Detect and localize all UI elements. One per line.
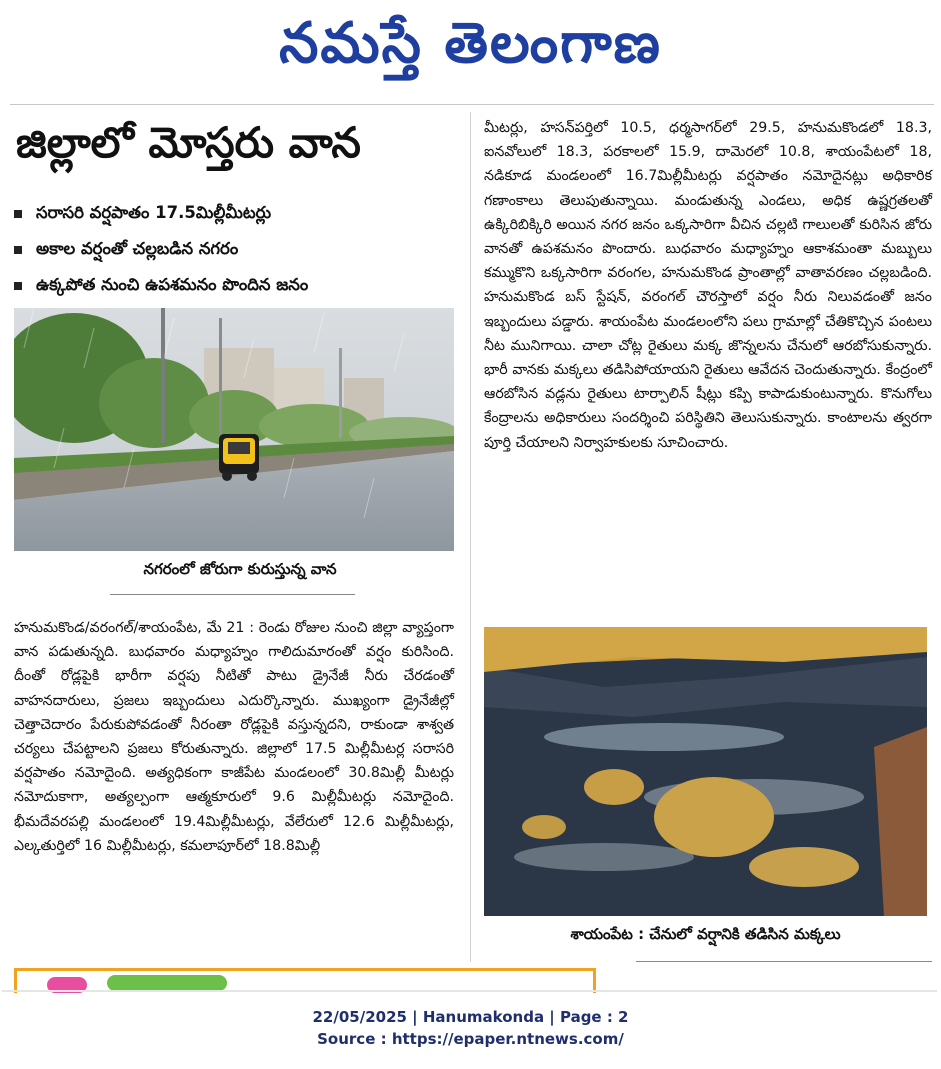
ad-graphic xyxy=(107,975,227,991)
source-link[interactable]: Source : https://epaper.ntnews.com/ xyxy=(317,1030,624,1048)
highlight-text: సరాసరి వర్షపాతం 17.5మిల్లీమీటర్లు xyxy=(36,202,272,222)
photo-caption: నగరంలో జోరుగా కురుస్తున్న వాన xyxy=(143,560,337,578)
page-footer xyxy=(0,1006,941,1050)
photo-caption: శాయంపేట : చేనులో వర్షానికి తడిసిన మక్కలు xyxy=(570,925,841,943)
newspaper-logo: నమస్తే తెలంగాణ xyxy=(279,10,662,76)
highlight-text: ఉక్కపోత నుంచి ఉపశమనం పొందిన జనం xyxy=(36,274,309,294)
article-paragraph: మీటర్లు, హసన్‌పర్తిలో 10.5, ధర్మసాగర్‌లో 29.5, హనుమకొండలో 18.3, ఐనవోలులో 18.3, పరకాలలో 15.9, దామెరలో 10.8, శాయంపేటలో 18, నడికూడ మండలంలో 16.7మిల్లీమీటర్లు వర్షపాతం నమోదైనట్లు అధికారిక గణాంకాలు తెలుపుతున్నాయి. మండుతున్న ఎండలు, అధిక ఉష్ణగ్రతలతో ఉక్కిరిబిక్కిరి అయిన నగర జనం ఒక్కసారిగా వీచిన చల్లటి గాలులతో కురిసిన జోరు వానతో ఉపశమనం పొందారు. బుధవారం మధ్యాహ్నం ఆకాశమంతా మబ్బులు కమ్ముకొని ఒక్కసారిగా వరంగల, హనుమకొండ ప్రాంతాల్లో వాతావరణం చల్లబడింది. హనుమకొండ బస్ స్టేషన్, వరంగల్ చౌరస్తాలో వర్షం నీరు నిలువడంతో జనం ఇబ్బందులు పడ్డారు. శాయంపేట మండలంలోని పలు గ్రామాల్లో చేతికొచ్చిన పంటలు నీట మునిగాయి. చాలా చోట్ల రైతులు మక్క జొన్నలను చేనులో ఆరబోసుకున్నారు. భారీ వానకు మక్కలు తడిసిపోయాయని రైతులు ఆవేదన చెందుతున్నారు. కేంద్రంలో ఆరబోసిన వడ్లను రైతులు టార్పాలిన్ షీట్లు కప్పి కాపాడుకుంటున్నారు. కొనుగోలు కేంద్రాలను అధికారులు సందర్శించి పరిస్థితిని తెలుసుకున్నారు. కాంటాలను త్వరగా పూర్తి చేయాలని నిర్వాహకులకు సూచించారు. xyxy=(484,120,932,451)
wet-maize-photo xyxy=(484,627,927,916)
bullet-icon xyxy=(14,210,22,218)
highlight-text: అకాల వర్షంతో చల్లబడిన నగరం xyxy=(36,238,239,258)
highlight-list xyxy=(14,196,459,304)
highlight-item xyxy=(14,232,459,268)
bullet-icon xyxy=(14,246,22,254)
article-body-left xyxy=(14,616,454,858)
highlight-item xyxy=(14,268,459,304)
article-paragraph: హనుమకొండ/వరంగల్/శాయంపేట, మే 21 : రెండు రోజుల నుంచి జిల్లా వ్యాప్తంగా వాన పడుతున్నది. బుధవారం మధ్యాహ్నం గాలిదుమారంతో వర్షం కురిసింది. దీంతో రోడ్లపైకి భారీగా వర్షపు నీటితో పాటు డ్రైనేజీ నీరు చేరడంతో వాహనదారులు, ప్రజలు ఇబ్బందులు ఎదుర్కొన్నారు. ముఖ్యంగా డ్రైనేజీల్లో చెత్తాచెదారం పేరుకుపోవడంతో నీరంతా రోడ్లపైకి వస్తున్నదని, రాకుండా శాశ్వత చర్యలు చేపట్టాలని ప్రజలు కోరుతున్నారు. జిల్లాలో 17.5 మిల్లీమీటర్ల సరాసరి వర్షపాతం నమోదైంది. అత్యధికంగా కాజీపేట మండలంలో 30.8మిల్లీ మీటర్లు నమోదుకాగా, అత్యల్పంగా ఆత్మకూరులో 9.6 మిల్లీమీటర్లు నమోదైంది. భీమదేవరపల్లి మండలంలో 19.4మిల్లీమీటర్లు, వేలేరులో 12.6 మిల్లీమీటర్లు, ఎల్కతుర్తిలో 16 మిల్లీమీటర్లు, కమలాపూర్‌లో 18.8మిల్లీ xyxy=(14,620,454,854)
masthead-divider xyxy=(10,104,934,105)
highlight-item xyxy=(14,196,459,232)
rainy-street-photo xyxy=(14,308,454,551)
next-article-teaser xyxy=(670,982,870,990)
column-divider xyxy=(470,112,471,962)
caption-divider xyxy=(110,594,355,595)
bullet-icon xyxy=(14,282,22,290)
page-bottom-edge xyxy=(2,990,937,992)
article-headline: జిల్లాలో మోస్తరు వాన xyxy=(16,118,361,167)
edition-info: 22/05/2025 | Hanumakonda | Page : 2 xyxy=(312,1008,629,1026)
caption-divider xyxy=(636,961,932,962)
masthead xyxy=(0,0,941,100)
article-body-right xyxy=(484,116,932,455)
